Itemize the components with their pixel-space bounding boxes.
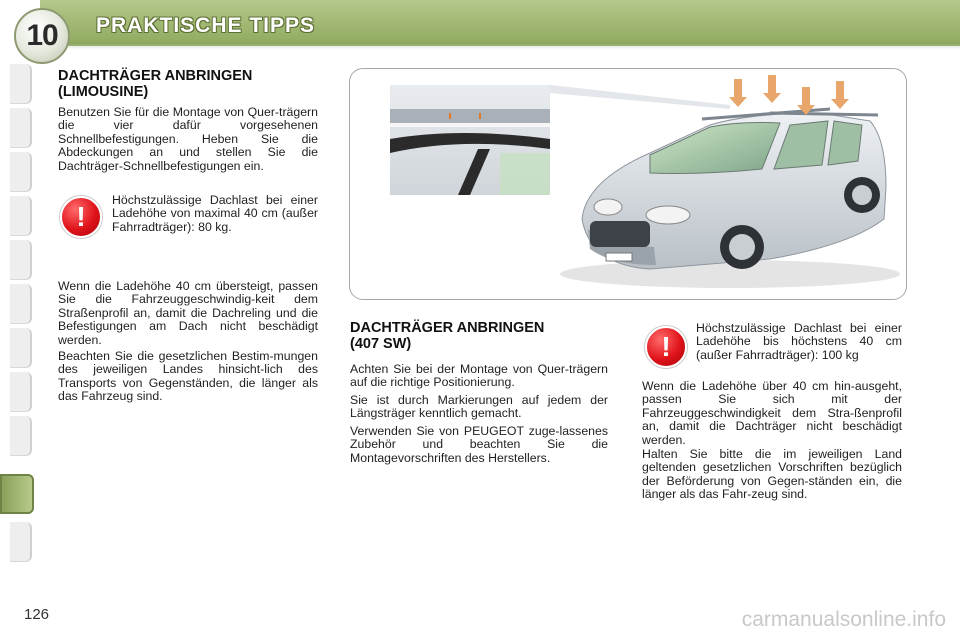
down-arrow-icon — [763, 75, 781, 103]
page-number: 126 — [24, 606, 50, 623]
sw-paragraph-1: Achten Sie bei der Montage von Quer-trägern auf die richtige Positionierung. — [350, 362, 608, 390]
sw-paragraph-2: Sie ist durch Markierungen auf jedem der Längsträger kenntlich gemacht. — [350, 393, 608, 421]
chapter-tab-5[interactable] — [10, 240, 32, 280]
chapter-tab-8[interactable] — [10, 372, 32, 412]
section-title-limousine — [58, 68, 328, 100]
limousine-paragraph-2: Wenn die Ladehöhe 40 cm übersteigt, passen Sie die Fahrzeuggeschwindig-keit dem Straßenprofil an, damit die Dachreling und die Befestigungen am Dach nicht beschädigt werden. — [58, 279, 318, 347]
sw-right-paragraph-1: Wenn die Ladehöhe über 40 cm hin-ausgeht, passen Sie sich mit der Fahrzeuggeschwindigkeit dem Stra-ßenprofil an, damit die Dachträger nicht beschädigt werden. — [642, 379, 902, 447]
sw-right-paragraph-2: Halten Sie bitte die im jeweiligen Land geltenden gesetzlichen Vorschriften bezüglich der Beförderung von Gegen-ständen ein, die länger als das Fahr-zeug sind. — [642, 447, 902, 502]
exclamation-warning-icon: ! — [60, 196, 102, 238]
chapter-tab-6[interactable] — [10, 284, 32, 324]
limousine-warning-text: Höchstzulässige Dachlast bei einer Ladehöhe von maximal 40 cm (außer Fahrradträger): 80 kg. — [112, 193, 318, 234]
header-shadow — [40, 42, 960, 50]
section-title-line: DACHTRÄGER ANBRINGEN — [58, 68, 253, 84]
chapter-tab-4[interactable] — [10, 196, 32, 236]
chapter-tab-3[interactable] — [10, 152, 32, 192]
down-arrow-icon — [831, 81, 849, 109]
section-title-407sw — [350, 320, 620, 352]
exclamation-warning-icon: ! — [645, 326, 687, 368]
section-title-line: DACHTRÄGER ANBRINGEN — [350, 320, 545, 336]
chapter-tabs — [0, 64, 34, 576]
car-roof-illustration — [349, 68, 907, 300]
watermark: carmanualsonline.info — [741, 608, 946, 631]
limousine-paragraph-1: Benutzen Sie für die Montage von Quer-trägern die vier dafür vorgesehenen Schnellbefestigungen. Heben Sie die Abdeckungen an und stellen Sie die Dachträger-Schnellbefestigungen ein. — [58, 105, 318, 173]
section-title-line: (407 SW) — [350, 336, 412, 352]
sw-warning-text: Höchstzulässige Dachlast bei einer Ladehöhe bis höchstens 40 cm (außer Fahrradträger): 100 kg — [696, 321, 902, 362]
car-illustration-svg — [350, 69, 906, 299]
sw-paragraph-3: Verwenden Sie von PEUGEOT zuge-lassenes Zubehör und beachten Sie die Montagevorschriften des Herstellers. — [350, 424, 608, 465]
chapter-tab-2[interactable] — [10, 108, 32, 148]
chapter-tab-7[interactable] — [10, 328, 32, 368]
chapter-tab-10-active[interactable] — [0, 474, 34, 514]
chapter-tab-11[interactable] — [10, 522, 32, 562]
section-title-line: (LIMOUSINE) — [58, 84, 149, 100]
down-arrow-icon — [729, 79, 747, 107]
roof-position-arrows — [729, 75, 849, 115]
chapter-tab-1[interactable] — [10, 64, 32, 104]
limousine-paragraph-3: Beachten Sie die gesetzlichen Bestim-mungen des jeweiligen Landes hinsicht-lich des Transports von Gegenständen, die länger als das Fahrzeug sind. — [58, 349, 318, 404]
chapter-title: PRAKTISCHE TIPPS — [96, 14, 316, 37]
chapter-number-badge: 10 — [14, 8, 70, 64]
chapter-header — [0, 0, 960, 52]
station-wagon-car — [560, 109, 900, 288]
chapter-tab-9[interactable] — [10, 416, 32, 456]
